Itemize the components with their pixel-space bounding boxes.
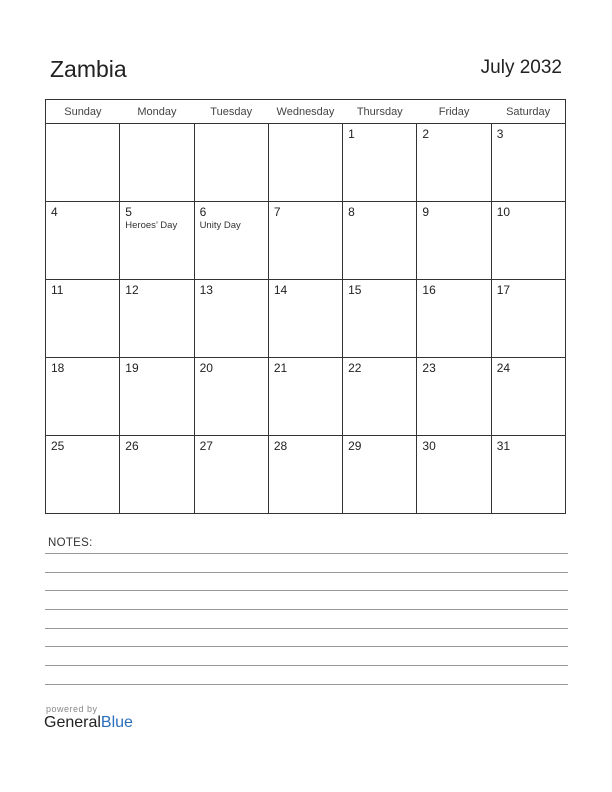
day-number: 21	[273, 361, 288, 375]
weekday-sunday: Sunday	[46, 100, 120, 124]
calendar-day-cell	[491, 124, 565, 202]
day-number: 27	[199, 439, 213, 453]
calendar-day-cell	[417, 202, 491, 280]
weekday-tuesday: Tuesday	[194, 100, 268, 124]
calendar-day-cell	[491, 202, 565, 280]
calendar-day-cell	[491, 358, 565, 436]
day-number: 11	[51, 283, 64, 297]
day-number: 10	[496, 205, 511, 219]
day-number: 8	[348, 205, 355, 219]
notes-label: NOTES:	[48, 537, 93, 549]
calendar-day-cell	[417, 124, 491, 202]
weekday-wednesday: Wednesday	[268, 100, 342, 124]
calendar-day-cell	[120, 358, 194, 436]
weekday-monday: Monday	[120, 100, 194, 124]
calendar-day-cell	[46, 358, 120, 436]
calendar-day-cell	[268, 202, 342, 280]
note-line	[45, 628, 568, 629]
note-line	[45, 553, 568, 554]
month-title: July 2032	[480, 57, 562, 78]
holiday-label: Unity Day	[199, 220, 241, 231]
calendar-day-cell	[343, 202, 417, 280]
weekday-thursday: Thursday	[343, 100, 417, 124]
day-number: 3	[496, 127, 504, 141]
country-title: Zambia	[50, 56, 127, 82]
calendar-day-cell	[194, 202, 268, 280]
brand-name-blue: Blue	[100, 714, 133, 731]
day-number: 6	[199, 205, 207, 219]
note-line	[45, 572, 568, 573]
calendar-day-cell	[268, 124, 342, 202]
note-line	[45, 665, 568, 666]
calendar-day-cell	[46, 202, 120, 280]
brand-logo	[44, 714, 133, 732]
day-number: 5	[125, 205, 132, 219]
day-number: 24	[496, 361, 511, 375]
footer-logo	[44, 704, 133, 732]
calendar-day-cell	[46, 436, 120, 514]
calendar-day-cell	[194, 280, 268, 358]
day-number: 20	[199, 361, 213, 375]
brand-name-general: General	[44, 714, 101, 731]
calendar-week-row	[46, 124, 566, 202]
calendar-day-cell	[417, 436, 491, 514]
day-number: 18	[51, 361, 65, 375]
day-number: 23	[422, 361, 436, 375]
calendar-grid	[45, 99, 566, 514]
note-line	[45, 590, 568, 591]
calendar-week-row	[46, 358, 566, 436]
day-number: 25	[51, 439, 65, 453]
calendar-day-cell	[120, 202, 194, 280]
day-number: 16	[422, 283, 436, 297]
calendar-day-cell	[46, 280, 120, 358]
day-number: 13	[199, 283, 213, 297]
calendar-day-cell	[120, 280, 194, 358]
calendar-day-cell	[417, 280, 491, 358]
day-number: 19	[125, 361, 139, 375]
note-line	[45, 646, 568, 647]
day-number: 1	[348, 127, 355, 141]
note-line	[45, 609, 568, 610]
calendar-day-cell	[491, 436, 565, 514]
day-number: 22	[348, 361, 362, 375]
calendar-week-row	[46, 436, 566, 514]
calendar-day-cell	[343, 436, 417, 514]
calendar-day-cell	[343, 358, 417, 436]
day-number: 26	[125, 439, 139, 453]
day-number: 7	[273, 205, 281, 219]
calendar-day-cell	[194, 358, 268, 436]
calendar-day-cell	[268, 358, 342, 436]
day-number: 29	[348, 439, 362, 453]
day-number: 12	[125, 283, 139, 297]
day-number: 17	[496, 283, 511, 297]
calendar-day-cell	[343, 124, 417, 202]
calendar-week-row	[46, 202, 566, 280]
calendar-day-cell	[268, 280, 342, 358]
calendar-day-cell	[46, 124, 120, 202]
calendar-day-cell	[343, 280, 417, 358]
day-number: 30	[422, 439, 436, 453]
calendar-day-cell	[417, 358, 491, 436]
calendar-week-row	[46, 280, 566, 358]
weekday-saturday: Saturday	[491, 100, 565, 124]
day-number: 9	[422, 205, 430, 219]
day-number: 28	[273, 439, 288, 453]
calendar-day-cell	[268, 436, 342, 514]
calendar-day-cell	[194, 436, 268, 514]
calendar-day-cell	[194, 124, 268, 202]
calendar-day-cell	[120, 124, 194, 202]
holiday-label: Heroes’ Day	[125, 220, 178, 231]
note-line	[45, 684, 568, 685]
day-number: 15	[348, 283, 362, 297]
weekday-friday: Friday	[417, 100, 491, 124]
day-number: 4	[51, 205, 58, 219]
calendar-day-cell	[120, 436, 194, 514]
day-number: 31	[496, 439, 511, 453]
weekday-header-row	[46, 100, 566, 124]
calendar-day-cell	[491, 280, 565, 358]
calendar-body	[46, 124, 566, 514]
day-number: 14	[273, 283, 288, 297]
powered-by-text: powered by	[46, 704, 98, 714]
day-number: 2	[422, 127, 430, 141]
